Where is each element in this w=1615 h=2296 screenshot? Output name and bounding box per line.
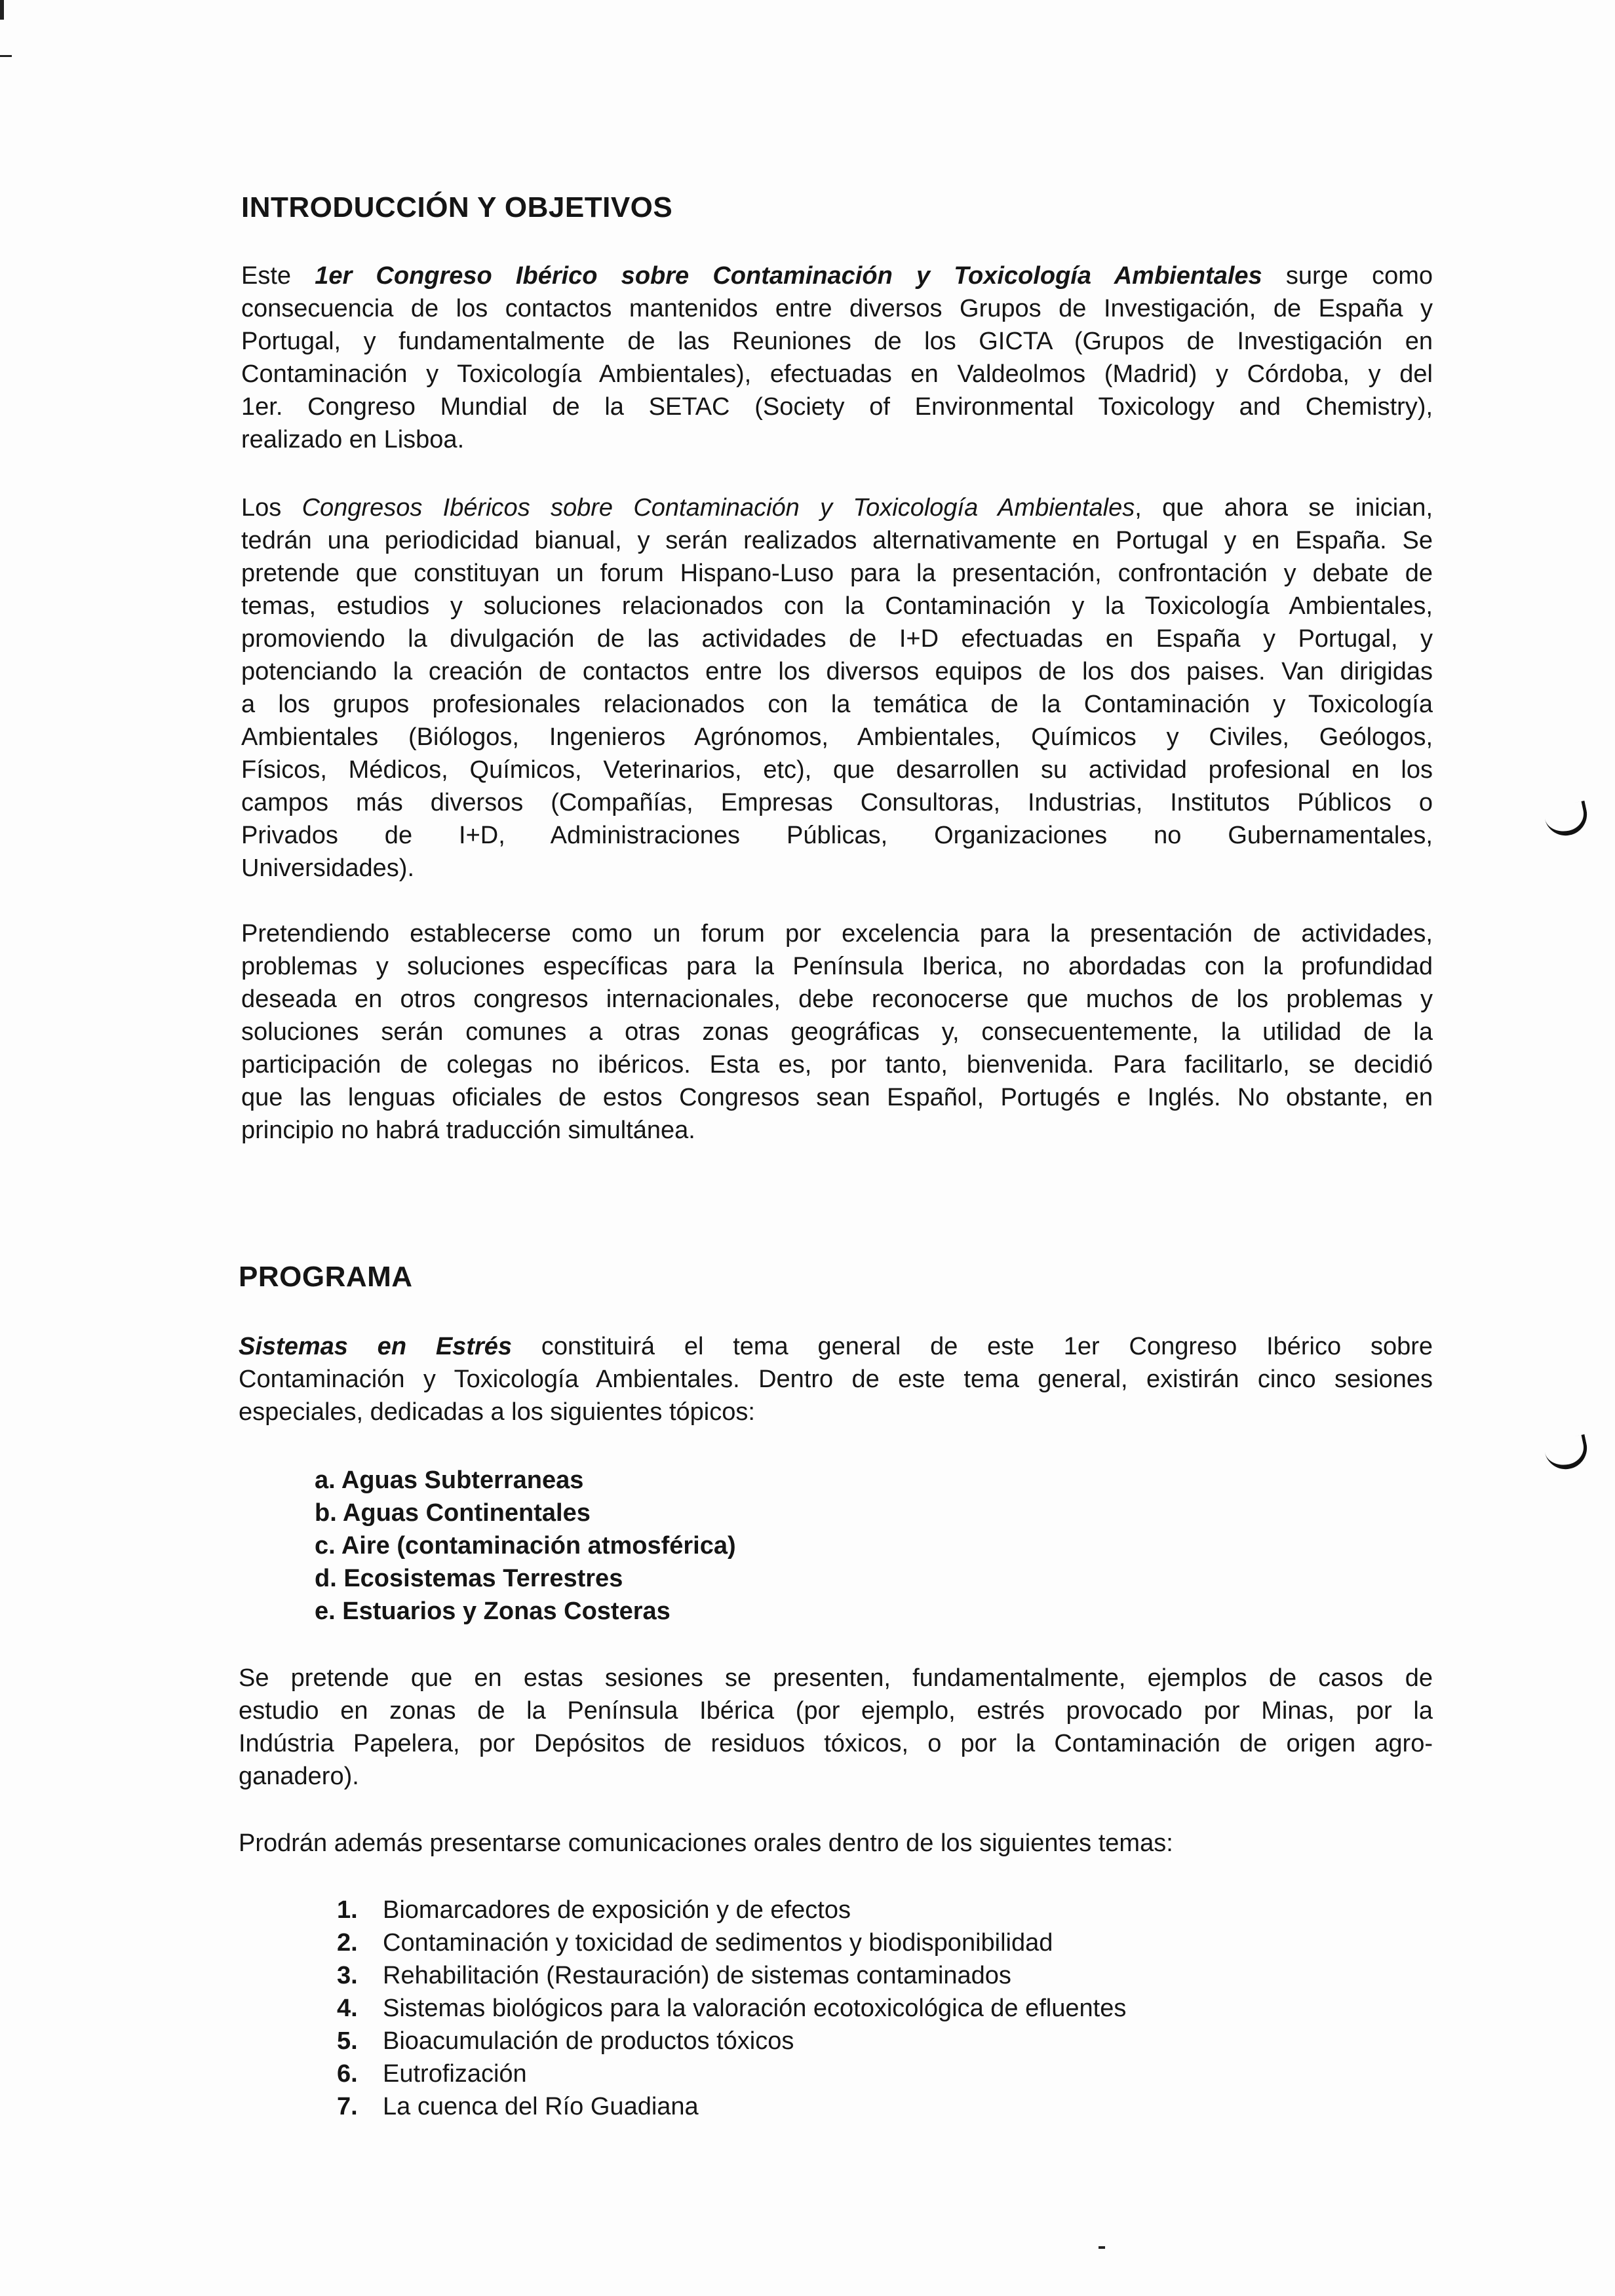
paragraph-line: Este 1er Congreso Ibérico sobre Contaminación y Toxicología Ambientales surge como (241, 262, 1433, 290)
paragraph-line: tedrán una periodicidad bianual, y serán realizados alternativamente en Portugal y en España. Se (241, 527, 1433, 554)
list-item: b. Aguas Continentales (315, 1499, 591, 1527)
scan-mark-top-left (0, 0, 4, 20)
scan-curl-mark (1543, 1434, 1591, 1473)
special-sessions-list (315, 1464, 736, 1628)
paragraph-line: Los Congresos Ibéricos sobre Contaminación y Toxicología Ambientales, que ahora se inician, (241, 494, 1433, 522)
paragraph-line: pretende que constituyan un forum Hispano-Luso para la presentación, confrontación y debate de (241, 560, 1433, 587)
list-item: 4. Sistemas biológicos para la valoración ecotoxicológica de efluentes (337, 1995, 1127, 2022)
scan-speck (1099, 2246, 1105, 2249)
programa-paragraph-2 (239, 1662, 1433, 1793)
paragraph-line: que las lenguas oficiales de estos Congresos sean Español, Portugés e Inglés. No obstante, en (241, 1084, 1433, 1111)
paragraph-line: a los grupos profesionales relacionados con la temática de la Contaminación y Toxicología (241, 691, 1433, 718)
paragraph-line: temas, estudios y soluciones relacionados con la Contaminación y la Toxicología Ambientales, (241, 592, 1433, 620)
scan-mark-left-dash (0, 55, 12, 57)
list-item: 2. Contaminación y toxicidad de sedimentos y biodisponibilidad (337, 1929, 1053, 1957)
paragraph-line: campos más diversos (Compañías, Empresas Consultoras, Industrias, Institutos Públicos o (241, 789, 1433, 816)
paragraph-line: deseada en otros congresos internacionales, debe reconocerse que muchos de los problemas y (241, 985, 1433, 1013)
paragraph-line: 1er. Congreso Mundial de la SETAC (Society of Environmental Toxicology and Chemistry), (241, 393, 1433, 421)
paragraph-line: Pretendiendo establecerse como un forum por excelencia para la presentación de actividades, (241, 920, 1433, 947)
paragraph-line: consecuencia de los contactos mantenidos entre diversos Grupos de Investigación, de España y (241, 295, 1433, 322)
programa-paragraph-1 (239, 1330, 1433, 1428)
paragraph-line: soluciones serán comunes a otras zonas geográficas y, consecuentemente, la utilidad de la (241, 1018, 1433, 1046)
paragraph-line: realizado en Lisboa. (241, 426, 465, 453)
congresses-title-emphasis: Congresos Ibéricos sobre Contaminación y Toxicología Ambientales (302, 494, 1135, 522)
paragraph-line: estudio en zonas de la Península Ibérica (por ejemplo, estrés provocado por Minas, por la (239, 1697, 1433, 1725)
intro-paragraph-2 (241, 491, 1433, 885)
paragraph-line: Ambientales (Biólogos, Ingenieros Agrónomos, Ambientales, Químicos y Civiles, Geólogos, (241, 723, 1433, 751)
list-item: e. Estuarios y Zonas Costeras (315, 1598, 671, 1625)
paragraph-line: Sistemas en Estrés constituirá el tema general de este 1er Congreso Ibérico sobre (239, 1333, 1433, 1360)
paragraph-line: ganadero). (239, 1763, 359, 1790)
paragraph-line: Privados de I+D, Administraciones Públicas, Organizaciones no Gubernamentales, (241, 822, 1433, 849)
intro-paragraph-3 (241, 917, 1433, 1147)
section-heading-programa: PROGRAMA (239, 1261, 413, 1293)
paragraph-line: Universidades). (241, 854, 414, 882)
paragraph-line: Físicos, Médicos, Químicos, Veterinarios, etc), que desarrollen su actividad profesional en los (241, 756, 1433, 784)
paragraph-line: participación de colegas no ibéricos. Esta es, por tanto, bienvenida. Para facilitarlo, se decidió (241, 1051, 1433, 1079)
scan-curl-mark (1543, 801, 1591, 839)
paragraph-line: Se pretende que en estas sesiones se presenten, fundamentalmente, ejemplos de casos de (239, 1664, 1433, 1692)
list-item: c. Aire (contaminación atmosférica) (315, 1532, 736, 1559)
congress-title-emphasis: 1er Congreso Ibérico sobre Contaminación y Toxicología Ambientales (315, 262, 1262, 290)
paragraph-line: Portugal, y fundamentalmente de las Reuniones de los GICTA (Grupos de Investigación en (241, 328, 1433, 355)
list-item: 1. Biomarcadores de exposición y de efectos (337, 1896, 851, 1924)
section-heading-introduccion: INTRODUCCIÓN Y OBJETIVOS (241, 191, 673, 223)
list-item: 6. Eutrofización (337, 2060, 527, 2088)
paragraph-line: principio no habrá traducción simultánea. (241, 1117, 695, 1144)
intro-paragraph-1 (241, 259, 1433, 456)
paragraph-line: Contaminación y Toxicología Ambientales. Dentro de este tema general, existirán cinco sesiones (239, 1366, 1433, 1393)
paragraph-line: Indústria Papelera, por Depósitos de residuos tóxicos, o por la Contaminación de origen agro- (239, 1730, 1433, 1757)
paragraph-line: promoviendo la divulgación de las actividades de I+D efectuadas en España y Portugal, y (241, 625, 1433, 653)
paragraph-line: potenciando la creación de contactos entre los diversos equipos de los dos paises. Van dirigidas (241, 658, 1433, 685)
programa-paragraph-3 (239, 1827, 1433, 1860)
list-item: 3. Rehabilitación (Restauración) de sistemas contaminados (337, 1962, 1011, 1989)
oral-themes-list (337, 1894, 1126, 2123)
list-item: 5. Bioacumulación de productos tóxicos (337, 2027, 794, 2055)
general-theme-emphasis: Sistemas en Estrés (239, 1333, 513, 1360)
list-item: 7. La cuenca del Río Guadiana (337, 2093, 699, 2120)
list-item: d. Ecosistemas Terrestres (315, 1565, 623, 1592)
paragraph-line: especiales, dedicadas a los siguientes tópicos: (239, 1398, 755, 1426)
list-item: a. Aguas Subterraneas (315, 1466, 584, 1494)
paragraph-line: Prodrán además presentarse comunicaciones orales dentro de los siguientes temas: (239, 1829, 1173, 1857)
paragraph-line: problemas y soluciones específicas para la Península Iberica, no abordadas con la profundidad (241, 953, 1433, 980)
paragraph-line: Contaminación y Toxicología Ambientales), efectuadas en Valdeolmos (Madrid) y Córdoba, y del (241, 360, 1433, 388)
